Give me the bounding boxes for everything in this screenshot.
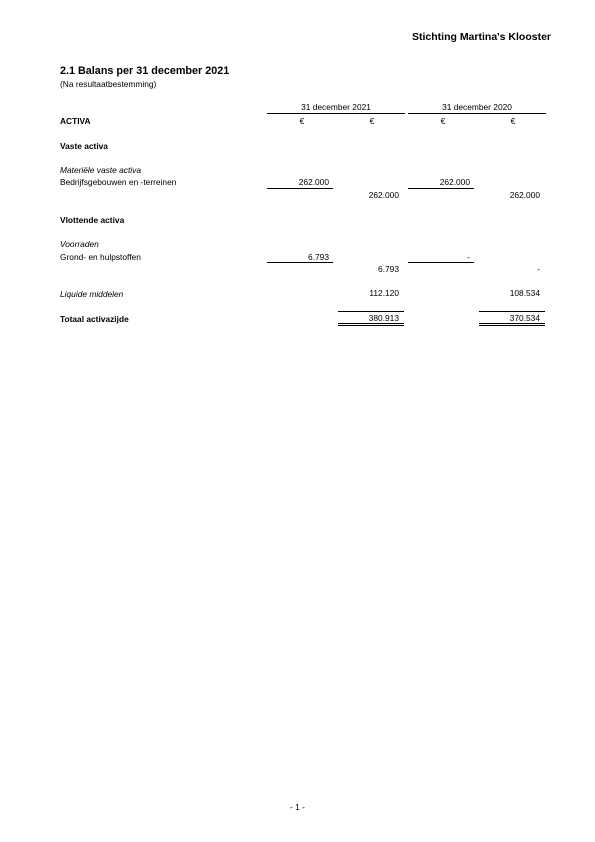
page-number: - 1 - <box>290 802 305 812</box>
subtotal-line-vlottende-2020 <box>408 262 474 263</box>
vlottende-activa-total-2021: 6.793 <box>378 264 399 274</box>
currency-symbol-2020-detail: € <box>440 116 446 126</box>
total-top-line-2020 <box>479 311 545 312</box>
header-underline-2020 <box>408 113 546 114</box>
grond-hulpstoffen-label: Grond- en hulpstoffen <box>60 252 141 262</box>
bedrijfsgebouwen-value-2020: 262.000 <box>439 177 470 187</box>
total-top-line-2021 <box>338 311 404 312</box>
column-header-2020: 31 december 2020 <box>442 102 512 112</box>
section-subtitle: (Na resultaatbestemming) <box>60 79 157 89</box>
liquide-middelen-label: Liquide middelen <box>60 289 124 299</box>
bedrijfsgebouwen-value-2021: 262.000 <box>298 177 329 187</box>
bedrijfsgebouwen-label: Bedrijfsgebouwen en -terreinen <box>60 177 177 187</box>
vlottende-activa-heading: Vlottende activa <box>60 215 125 225</box>
vaste-activa-heading: Vaste activa <box>60 141 108 151</box>
total-double-underline-2021 <box>338 323 404 326</box>
column-header-2021: 31 december 2021 <box>301 102 371 112</box>
grond-hulpstoffen-value-2021: 6.793 <box>308 252 329 262</box>
activa-label: ACTIVA <box>60 116 91 126</box>
subtotal-line-vlottende-2021 <box>267 262 333 263</box>
vaste-activa-total-2020: 262.000 <box>509 190 540 200</box>
currency-symbol-2021-detail: € <box>299 116 305 126</box>
totaal-activazijde-value-2020: 370.534 <box>509 313 540 323</box>
total-double-underline-2020 <box>479 323 545 326</box>
section-title: 2.1 Balans per 31 december 2021 <box>60 65 230 77</box>
liquide-middelen-value-2020: 108.534 <box>509 288 540 298</box>
header-underline-2021 <box>267 113 405 114</box>
totaal-activazijde-label: Totaal activazijde <box>60 314 129 324</box>
voorraden-subheading: Voorraden <box>60 239 99 249</box>
grond-hulpstoffen-value-2020: - <box>467 252 470 262</box>
currency-symbol-2020-total: € <box>510 116 516 126</box>
organization-name: Stichting Martina's Klooster <box>411 31 551 43</box>
vaste-activa-total-2021: 262.000 <box>368 190 399 200</box>
currency-symbol-2021-total: € <box>369 116 375 126</box>
subtotal-line-vaste-2021 <box>267 188 333 189</box>
totaal-activazijde-value-2021: 380.913 <box>368 313 399 323</box>
materiele-vaste-activa-subheading: Materiële vaste activa <box>60 165 141 175</box>
vlottende-activa-total-2020: - <box>537 264 540 274</box>
liquide-middelen-value-2021: 112.120 <box>369 288 399 298</box>
subtotal-line-vaste-2020 <box>408 188 474 189</box>
